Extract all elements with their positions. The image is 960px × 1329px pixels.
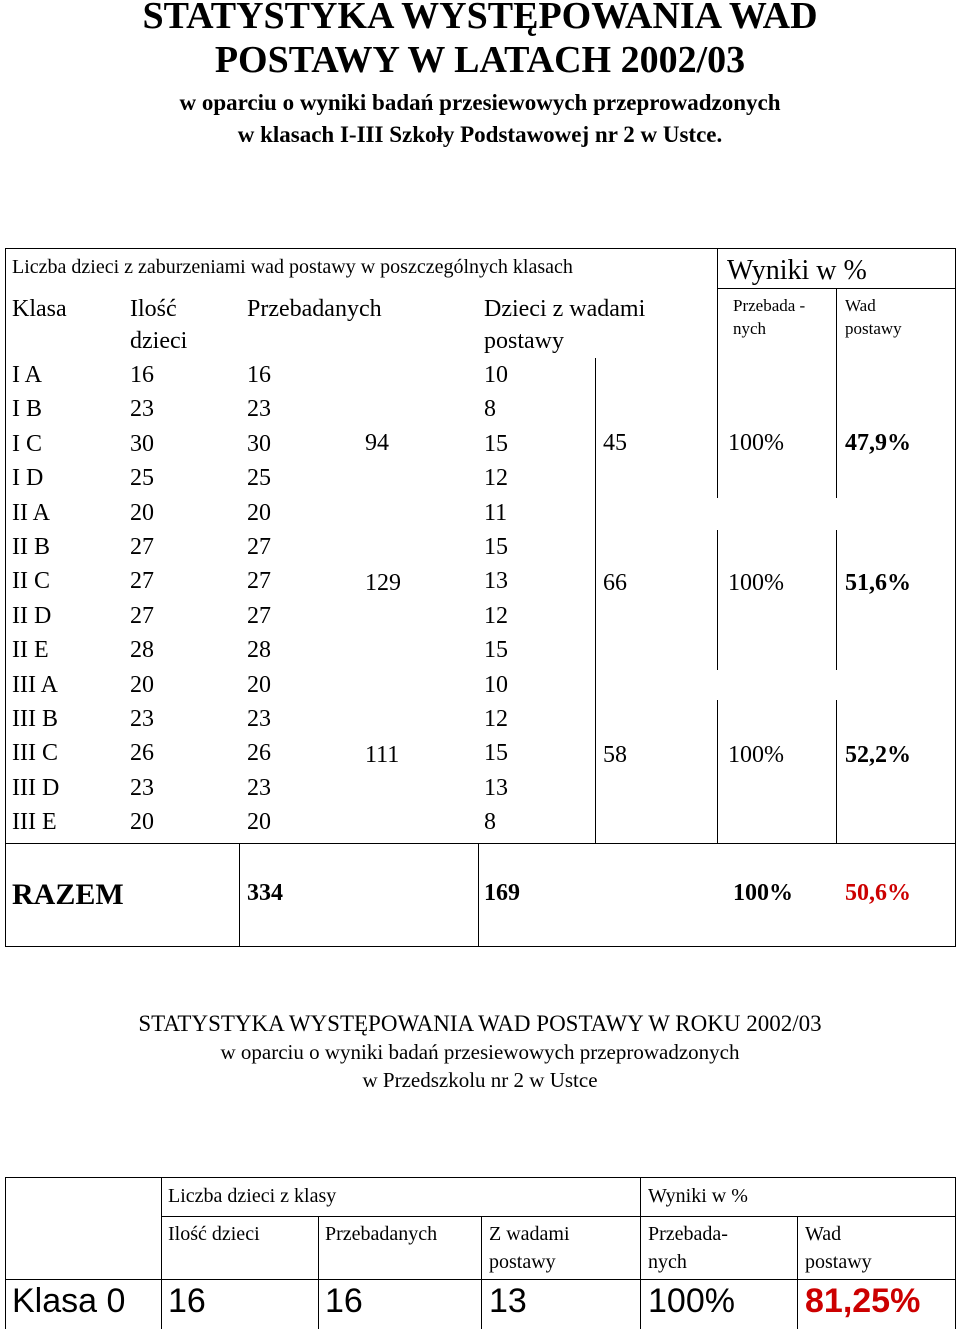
cell-z-wadami: 12: [484, 706, 508, 732]
cell-klasa: II B: [12, 534, 50, 560]
cell-ilosc: 16: [130, 362, 154, 388]
col-header-pct-wad-2: postawy: [845, 319, 902, 338]
group2-przebadanych-sum: 129: [365, 570, 401, 596]
cell-klasa: II A: [12, 500, 50, 526]
table2-row-klasa: Klasa 0: [12, 1282, 126, 1320]
cell-przebadanych: 20: [247, 672, 271, 698]
group1-pct-wad: 47,9%: [845, 430, 911, 456]
cell-ilosc: 20: [130, 672, 154, 698]
group3-pct-wad: 52,2%: [845, 742, 911, 768]
cell-z-wadami: 13: [484, 775, 508, 801]
cell-klasa: II D: [12, 603, 52, 629]
table2-col-z-wadami-1: Z wadami: [489, 1223, 570, 1245]
cell-przebadanych: 27: [247, 568, 271, 594]
group1-z-wadami-sum: 45: [603, 430, 627, 456]
cell-z-wadami: 15: [484, 431, 508, 457]
table2-col-pct-wad-2: postawy: [805, 1251, 872, 1273]
cell-z-wadami: 10: [484, 362, 508, 388]
cell-z-wadami: 12: [484, 465, 508, 491]
table2-col-przebadanych: Przebadanych: [325, 1223, 438, 1245]
page-subtitle-line-1: w oparciu o wyniki badań przesiewowych przeprowadzonych: [179, 90, 781, 115]
page-title-line-1: STATYSTYKA WYSTĘPOWANIA WAD: [142, 0, 818, 37]
cell-z-wadami: 12: [484, 603, 508, 629]
page-title-line-2: POSTAWY W LATACH 2002/03: [214, 39, 746, 81]
table2-col-pct-wad-1: Wad: [805, 1223, 842, 1245]
cell-klasa: III B: [12, 706, 58, 732]
cell-ilosc: 30: [130, 431, 154, 457]
cell-z-wadami: 15: [484, 637, 508, 663]
cell-przebadanych: 16: [247, 362, 271, 388]
cell-przebadanych: 27: [247, 534, 271, 560]
cell-ilosc: 23: [130, 775, 154, 801]
table2-col-pct-przebadanych-2: nych: [648, 1251, 687, 1273]
cell-klasa: II E: [12, 637, 49, 663]
table2-row-pct-wad: 81,25%: [805, 1282, 921, 1320]
page-subtitle-line-2: w klasach I-III Szkoły Podstawowej nr 2 w Ustce.: [237, 122, 723, 147]
cell-ilosc: 27: [130, 568, 154, 594]
cell-ilosc: 20: [130, 809, 154, 835]
cell-ilosc: 27: [130, 534, 154, 560]
cell-klasa: III A: [12, 672, 58, 698]
col-header-z-wadami-2: postawy: [484, 328, 564, 354]
cell-ilosc: 20: [130, 500, 154, 526]
cell-ilosc: 27: [130, 603, 154, 629]
col-header-pct-wad-1: Wad: [845, 296, 876, 315]
col-header-pct-przebadanych-2: nych: [733, 319, 767, 338]
cell-przebadanych: 23: [247, 775, 271, 801]
group3-z-wadami-sum: 58: [603, 742, 627, 768]
cell-ilosc: 23: [130, 396, 154, 422]
cell-przebadanych: 23: [247, 706, 271, 732]
cell-przebadanych: 20: [247, 809, 271, 835]
cell-ilosc: 26: [130, 740, 154, 766]
cell-z-wadami: 8: [484, 396, 496, 422]
total-przebadanych: 334: [247, 880, 283, 906]
table2-results-header: Wyniki w %: [648, 1185, 748, 1207]
cell-ilosc: 25: [130, 465, 154, 491]
table2-row-przebadanych: 16: [325, 1282, 363, 1320]
cell-przebadanych: 26: [247, 740, 271, 766]
total-pct-wad: 50,6%: [845, 880, 911, 906]
section2-subtitle-line-1: w oparciu o wyniki badań przesiewowych przeprowadzonych: [220, 1040, 740, 1064]
table2-row-pct-przebadanych: 100%: [648, 1282, 735, 1320]
section2-subtitle-line-2: w Przedszkolu nr 2 w Ustce: [362, 1068, 598, 1092]
cell-przebadanych: 30: [247, 431, 271, 457]
cell-z-wadami: 8: [484, 809, 496, 835]
cell-klasa: I D: [12, 465, 44, 491]
group3-przebadanych-sum: 111: [365, 742, 400, 768]
col-header-pct-przebadanych-1: Przebada -: [733, 296, 806, 315]
total-label: RAZEM: [12, 878, 124, 911]
cell-z-wadami: 10: [484, 672, 508, 698]
total-pct-przebadanych: 100%: [733, 880, 793, 906]
cell-klasa: III C: [12, 740, 58, 766]
cell-przebadanych: 20: [247, 500, 271, 526]
cell-z-wadami: 15: [484, 534, 508, 560]
cell-klasa: I C: [12, 431, 42, 457]
group2-pct-wad: 51,6%: [845, 570, 911, 596]
table2-group-header: Liczba dzieci z klasy: [168, 1185, 337, 1207]
col-header-z-wadami-1: Dzieci z wadami: [484, 296, 646, 322]
total-z-wadami: 169: [484, 880, 520, 906]
cell-z-wadami: 15: [484, 740, 508, 766]
group2-pct-przebadanych: 100%: [728, 570, 784, 596]
group1-przebadanych-sum: 94: [365, 430, 389, 456]
cell-klasa: I B: [12, 396, 42, 422]
cell-przebadanych: 25: [247, 465, 271, 491]
group1-pct-przebadanych: 100%: [728, 430, 784, 456]
cell-klasa: I A: [12, 362, 42, 388]
cell-klasa: III E: [12, 809, 57, 835]
table2-row-z-wadami: 13: [489, 1282, 527, 1320]
table2-col-z-wadami-2: postawy: [489, 1251, 556, 1273]
col-header-ilosc-2: dzieci: [130, 328, 188, 354]
table2-col-pct-przebadanych-1: Przebada-: [648, 1223, 728, 1245]
cell-z-wadami: 13: [484, 568, 508, 594]
cell-przebadanych: 23: [247, 396, 271, 422]
table1-group-header: Liczba dzieci z zaburzeniami wad postawy w poszczególnych klasach: [12, 256, 573, 278]
cell-klasa: III D: [12, 775, 60, 801]
cell-ilosc: 28: [130, 637, 154, 663]
section2-title: STATYSTYKA WYSTĘPOWANIA WAD POSTAWY W ROKU 2002/03: [138, 1011, 822, 1036]
group2-z-wadami-sum: 66: [603, 570, 627, 596]
cell-przebadanych: 28: [247, 637, 271, 663]
table1-results-header: Wyniki w %: [727, 255, 867, 286]
col-header-klasa: Klasa: [12, 296, 67, 322]
cell-ilosc: 23: [130, 706, 154, 732]
cell-klasa: II C: [12, 568, 50, 594]
group3-pct-przebadanych: 100%: [728, 742, 784, 768]
cell-przebadanych: 27: [247, 603, 271, 629]
col-header-przebadanych: Przebadanych: [247, 296, 382, 322]
table2-col-ilosc: Ilość dzieci: [168, 1223, 260, 1245]
col-header-ilosc-1: Ilość: [130, 296, 177, 322]
cell-z-wadami: 11: [484, 500, 508, 526]
table2-row-ilosc: 16: [168, 1282, 206, 1320]
